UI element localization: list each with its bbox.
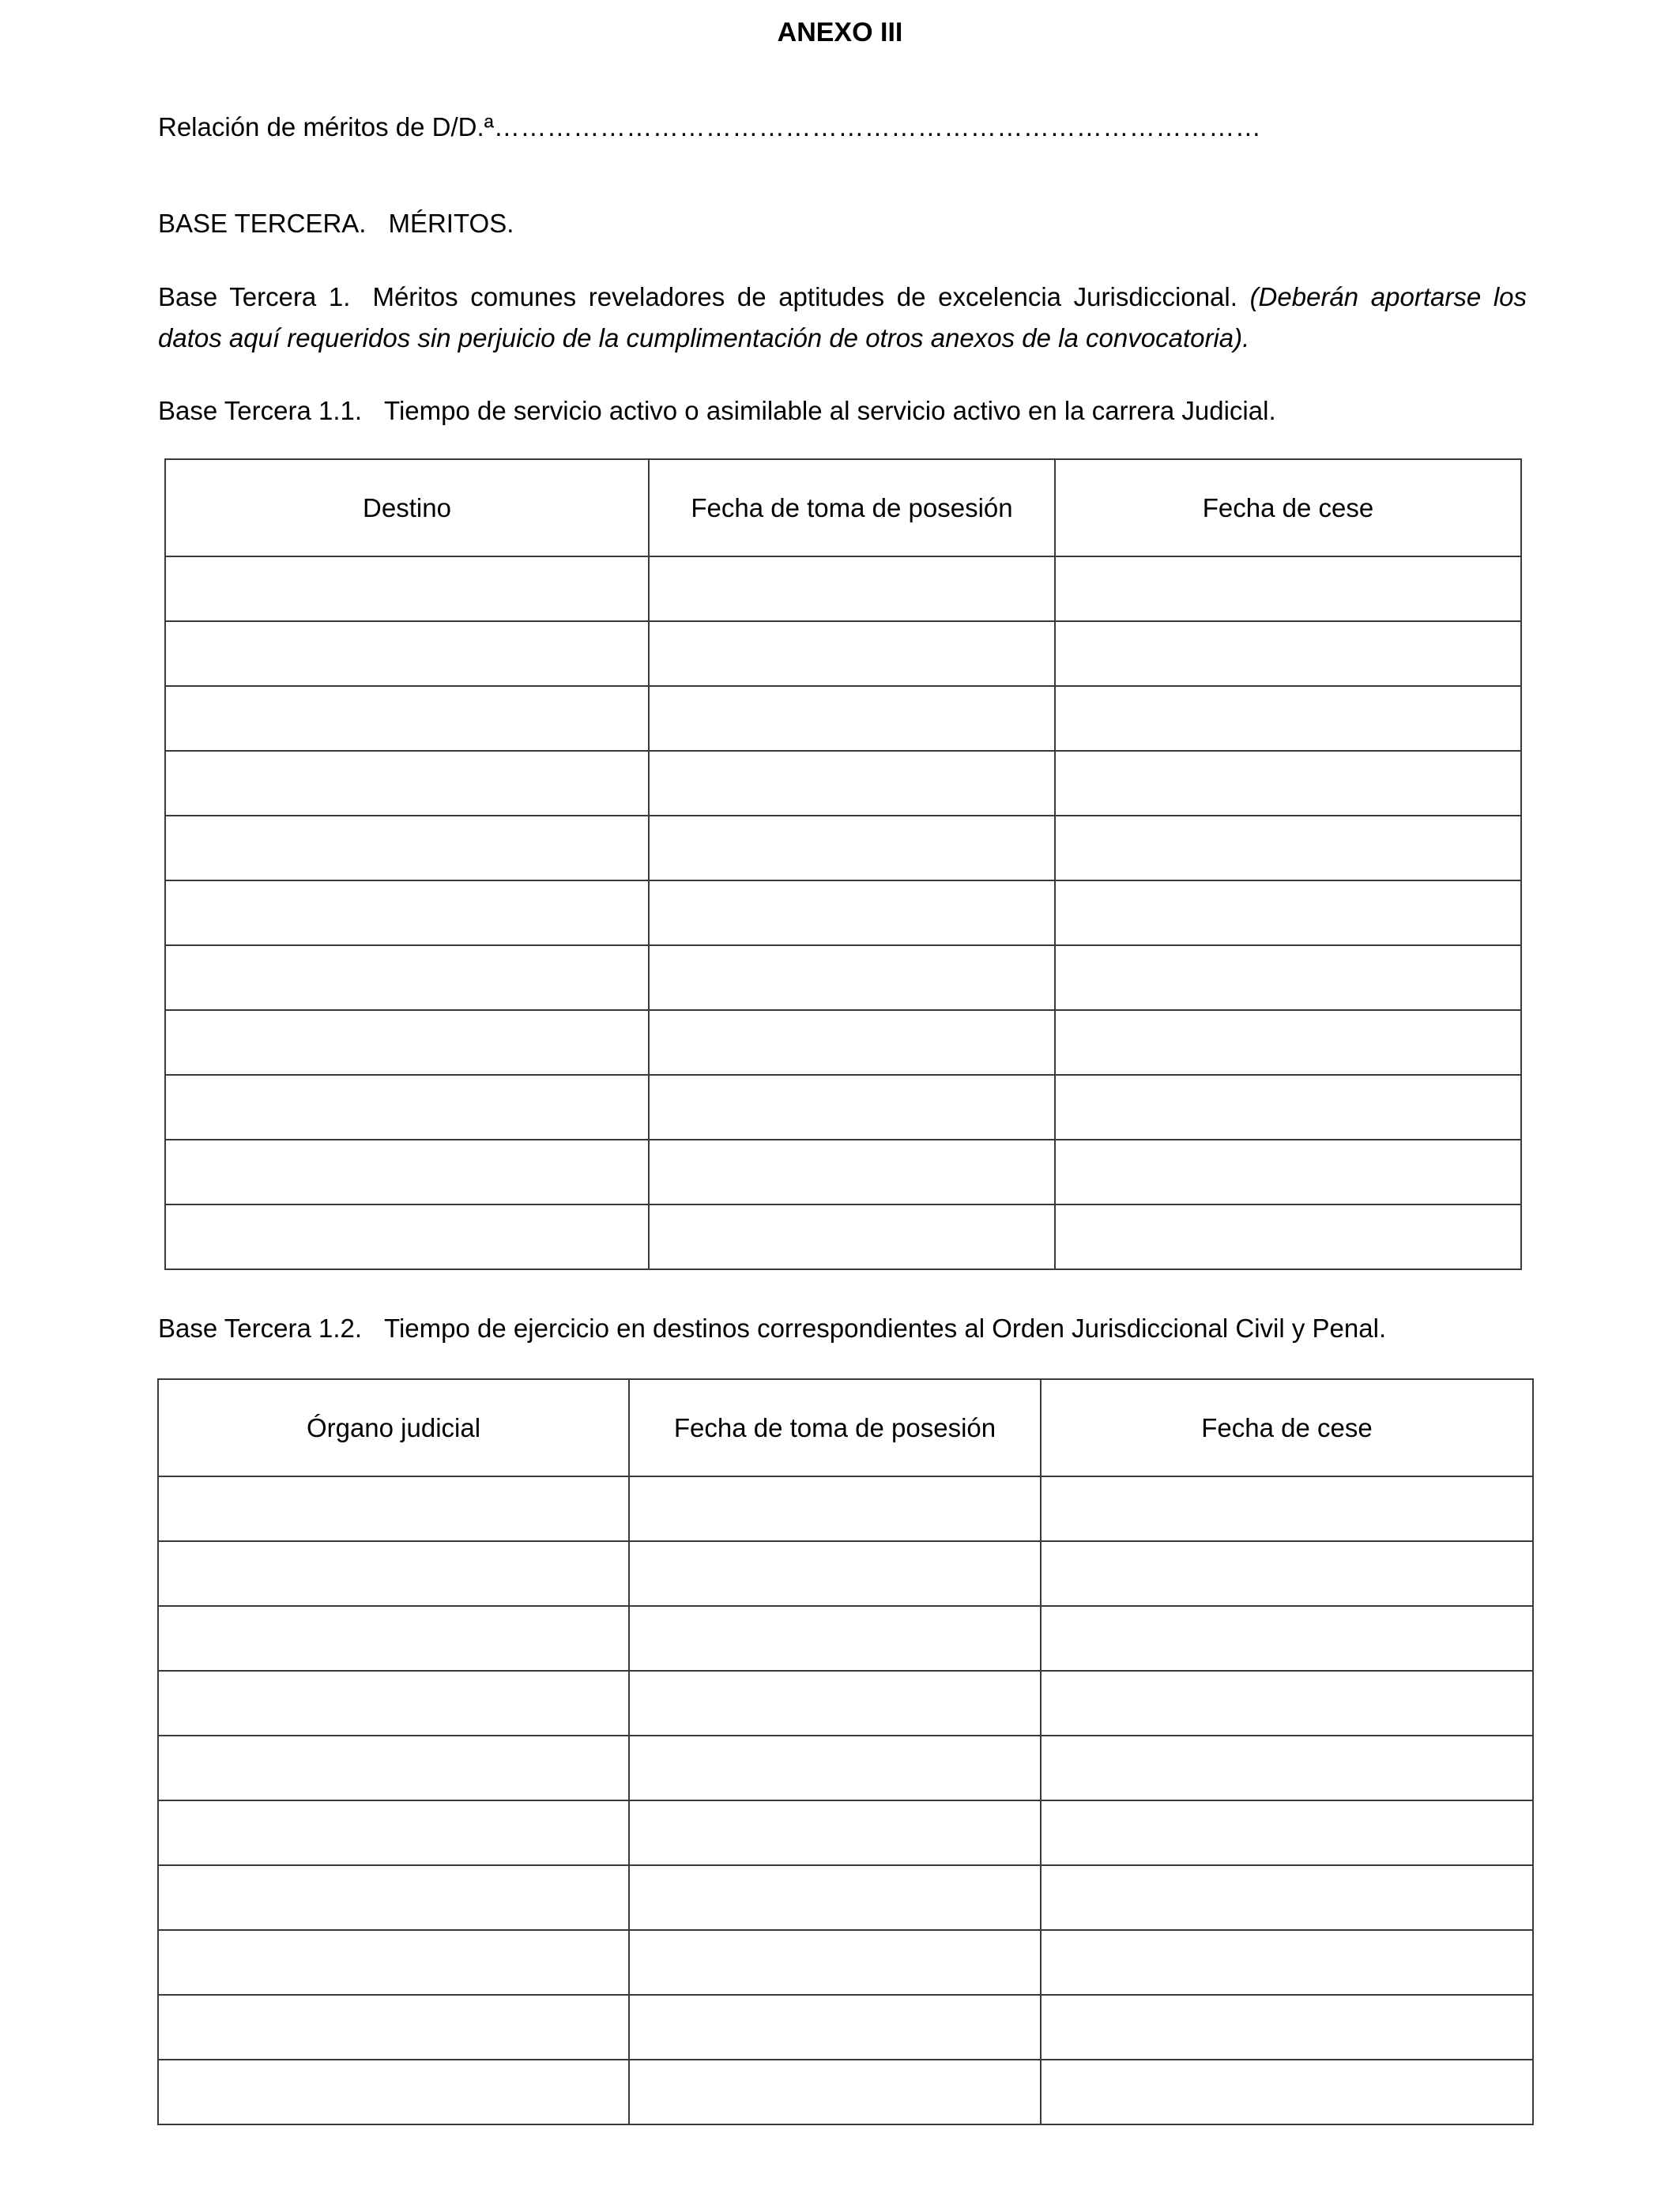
table-cell[interactable]	[649, 1204, 1055, 1269]
table-row	[158, 1736, 1533, 1800]
header-fecha-cese: Fecha de cese	[1055, 459, 1521, 556]
annex-title: ANEXO III	[777, 17, 903, 47]
table-row	[158, 1865, 1533, 1930]
table-cell[interactable]	[1041, 1995, 1533, 2060]
jurisdiction-time-table	[157, 1378, 1534, 2125]
table-row	[165, 686, 1521, 751]
table-cell[interactable]	[165, 880, 649, 945]
base12-text: Tiempo de ejercicio en destinos correspondientes al Orden Jurisdiccional Civil y Penal.	[384, 1314, 1387, 1343]
table-cell[interactable]	[1041, 1865, 1533, 1930]
table-cell[interactable]	[1055, 751, 1521, 816]
table-cell[interactable]	[158, 1671, 629, 1736]
table-row	[165, 751, 1521, 816]
table-cell[interactable]	[1041, 1476, 1533, 1541]
table-cell[interactable]	[649, 556, 1055, 621]
table-cell[interactable]	[629, 1930, 1041, 1995]
relacion-label: Relación de méritos de D/D.ª	[158, 112, 494, 141]
table-row	[158, 1671, 1533, 1736]
table-cell[interactable]	[158, 1476, 629, 1541]
table-row	[165, 621, 1521, 686]
table-cell[interactable]	[158, 1865, 629, 1930]
table-cell[interactable]	[649, 751, 1055, 816]
table-cell[interactable]	[158, 1930, 629, 1995]
base-heading	[158, 207, 514, 240]
table-cell[interactable]	[1041, 1800, 1533, 1865]
table-cell[interactable]	[1055, 1075, 1521, 1140]
table-row	[165, 1075, 1521, 1140]
table-cell[interactable]	[629, 1800, 1041, 1865]
table-cell[interactable]	[629, 1606, 1041, 1671]
table-cell[interactable]	[165, 1075, 649, 1140]
table-cell[interactable]	[1041, 1736, 1533, 1800]
table-cell[interactable]	[165, 556, 649, 621]
table-row	[158, 1476, 1533, 1541]
table-row	[158, 1541, 1533, 1606]
base11-text: Tiempo de servicio activo o asimilable al servicio activo en la carrera Judicial.	[384, 396, 1276, 425]
table-cell[interactable]	[158, 1995, 629, 2060]
table-row	[165, 880, 1521, 945]
table-cell[interactable]	[165, 1010, 649, 1075]
table-cell[interactable]	[649, 1010, 1055, 1075]
table-cell[interactable]	[1041, 2060, 1533, 2124]
table1-body	[165, 556, 1521, 1269]
base-heading-a: BASE TERCERA.	[158, 209, 367, 238]
table-cell[interactable]	[649, 880, 1055, 945]
table-row	[158, 1930, 1533, 1995]
table-row	[165, 945, 1521, 1010]
table-row	[158, 1995, 1533, 2060]
base12-line	[158, 1312, 1386, 1345]
table-cell[interactable]	[165, 1204, 649, 1269]
table-cell[interactable]	[1055, 880, 1521, 945]
table-cell[interactable]	[1041, 1671, 1533, 1736]
base11-label: Base Tercera 1.1.	[158, 396, 363, 425]
base-heading-b: MÉRITOS.	[388, 209, 514, 238]
base11-line	[158, 394, 1276, 428]
header-fecha-toma: Fecha de toma de posesión	[629, 1379, 1041, 1476]
table-cell[interactable]	[1055, 621, 1521, 686]
table-cell[interactable]	[165, 1140, 649, 1204]
table-header-row	[158, 1379, 1533, 1476]
table-row	[165, 1010, 1521, 1075]
base1-note: (Deberán aportarse los datos aquí requeridos sin perjuicio de la cumplimentación de otros anexos de la convocatoria).	[158, 282, 1527, 352]
table-cell[interactable]	[1041, 1930, 1533, 1995]
table-row	[158, 1800, 1533, 1865]
table2-body	[158, 1476, 1533, 2124]
table-row	[158, 1606, 1533, 1671]
table-cell[interactable]	[158, 2060, 629, 2124]
base1-paragraph	[158, 277, 1527, 359]
relacion-line	[158, 111, 1261, 144]
base1-text: Méritos comunes reveladores de aptitudes de excelencia Jurisdiccional.	[372, 282, 1237, 311]
table-cell[interactable]	[158, 1541, 629, 1606]
table-cell[interactable]	[1055, 816, 1521, 880]
table-cell[interactable]	[1055, 1204, 1521, 1269]
table-row	[165, 1204, 1521, 1269]
table-cell[interactable]	[1055, 556, 1521, 621]
table-cell[interactable]	[1055, 686, 1521, 751]
table-cell[interactable]	[649, 1140, 1055, 1204]
table-cell[interactable]	[1041, 1606, 1533, 1671]
table-row	[165, 1140, 1521, 1204]
table-cell[interactable]	[629, 1736, 1041, 1800]
table-cell[interactable]	[1055, 1010, 1521, 1075]
header-destino: Destino	[165, 459, 649, 556]
table-cell[interactable]	[649, 686, 1055, 751]
table-cell[interactable]	[158, 1800, 629, 1865]
table-cell[interactable]	[649, 1075, 1055, 1140]
table-cell[interactable]	[1055, 945, 1521, 1010]
table-cell[interactable]	[629, 1995, 1041, 2060]
service-time-table	[164, 458, 1522, 1270]
table-row	[165, 556, 1521, 621]
table-row	[158, 2060, 1533, 2124]
table-cell[interactable]	[165, 686, 649, 751]
table-cell[interactable]	[629, 2060, 1041, 2124]
relacion-dots: ……………………………………………………………………………	[493, 112, 1262, 141]
table-cell[interactable]	[629, 1541, 1041, 1606]
table-cell[interactable]	[1041, 1541, 1533, 1606]
table-cell[interactable]	[629, 1865, 1041, 1930]
table-cell[interactable]	[165, 621, 649, 686]
base12-label: Base Tercera 1.2.	[158, 1314, 363, 1343]
table-cell[interactable]	[649, 816, 1055, 880]
table-cell[interactable]	[1055, 1140, 1521, 1204]
table-cell[interactable]	[165, 751, 649, 816]
table-cell[interactable]	[649, 621, 1055, 686]
table-cell[interactable]	[629, 1671, 1041, 1736]
header-fecha-toma: Fecha de toma de posesión	[649, 459, 1055, 556]
table-header-row	[165, 459, 1521, 556]
table-cell[interactable]	[649, 945, 1055, 1010]
table-cell[interactable]	[629, 1476, 1041, 1541]
table-cell[interactable]	[158, 1736, 629, 1800]
table-cell[interactable]	[158, 1606, 629, 1671]
header-organo-judicial: Órgano judicial	[158, 1379, 629, 1476]
header-fecha-cese: Fecha de cese	[1041, 1379, 1533, 1476]
table-cell[interactable]	[165, 816, 649, 880]
table-row	[165, 816, 1521, 880]
base1-label: Base Tercera 1.	[158, 282, 351, 311]
table-cell[interactable]	[165, 945, 649, 1010]
